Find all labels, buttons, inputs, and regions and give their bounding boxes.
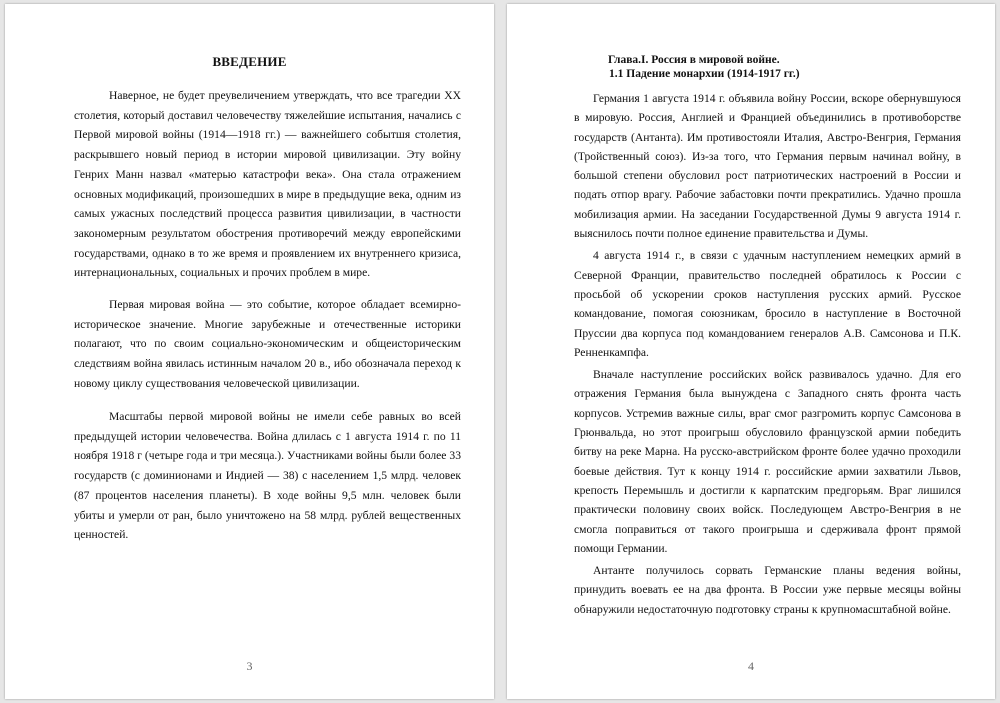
chapter-title: Глава.I. Россия в мировой войне. — [608, 54, 780, 66]
chapter-paragraph-2: 4 августа 1914 г., в связи с удачным наступлением немецких армий в Северной Франции, правительство последней обратилось к России с просьбой об ускорении сроков наступления русских армий. Русское командование, помогая союзникам, бросило в наступление в Восточной Пруссии два корпуса под командованием генералов А.В. Самсонова и П.К. Ренненкампфа. — [574, 249, 961, 359]
page-number: 4 — [748, 659, 754, 673]
chapter-paragraph-4: Антанте получилось сорвать Германские планы ведения войны, принудить воевать ее на два фронта. В России уже первые месяцы войны обнаружили недостаточную подготовку страны к крупномасштабной войне. — [574, 564, 961, 616]
page-title: ВВЕДЕНИЕ — [212, 54, 287, 69]
paragraph-text: Первая мировая война — это событие, которое обладает всемирно-историческое значение. Многие зарубежные и отечественные историки полагают, что по своим социально-экономическим и общеисторическим следствиям война явилась истинным началом 20 в., ибо обозначала переход к новому циклу существования человеческой цивилизации. — [74, 298, 461, 390]
section-title: 1.1 Падение монархии (1914-1917 гг.) — [609, 68, 800, 80]
document-page-right — [507, 4, 995, 699]
intro-paragraph-2 — [74, 295, 461, 394]
chapter-paragraph-3: Вначале наступление российских войск развивалось удачно. Для его отражения Германия была вынуждена с Западного снять фронта часть корпусов. Устремив важные силы, враг смог разгромить корпус Самсонова в Грюнвальда, но этот проигрыш обусловило французской армии победить битву на реке Марна. На русско-австрийском фронте более удачно проходили боевые действия. Тут к концу 1914 г. российские армии захватили Львов, крепость Перемышль и достигли к карпатским предгорьям. Враг лишился практически половину своих войск. Последующем Австро-Венгрия в не смогла поправиться от такого проигрыша и сдерживала фронт прямой помощи Германии. — [574, 368, 961, 555]
chapter-body — [574, 89, 961, 622]
paragraph-text: Наверное, не будет преувеличением утверждать, что все трагедии XX столетия, который доставил человечеству тяжелейшие испытания, начались с Первой мировой войны (1914—1918 гг.) — важнейшего событшя столетия, раскрывшего новый период в истории мировой цивилизации. Эту войну Генрих Манн назвал «матерью катастрофи века». Она стала отражением основных модификаций, произошедших в мире в предыдущие века, одним из самых ужасных последствий процесса развития цивилизации, в частности закономерным результатом обострения противоречий между европейскими государствами, однако в то же время и проявлением их внутреннего кризиса, интернациональных, социальных и прочих проблем в мире. — [74, 89, 461, 280]
intro-paragraph-3 — [74, 407, 461, 545]
intro-paragraph-1 — [74, 86, 461, 283]
paragraph-text: Масштабы первой мировой войны не имели себе равных во всей предыдущей истории человечества. Война длилась с 1 августа 1914 г. по 11 ноября 1918 г (четыре года и три месяца.). Участниками войны были более 33 государств (с доминионами и Индией — 38) с населением 1,5 млрд. человек (87 процентов населения планеты). В ходе войны 9,5 млн. человек были убиты и умерли от ран, было уничтожено на 58 млрд. рублей вещественных ценностей. — [74, 410, 461, 542]
page-number: 3 — [246, 659, 253, 673]
document-page-left — [5, 4, 494, 699]
chapter-heading — [608, 53, 800, 81]
chapter-paragraph-1: Германия 1 августа 1914 г. объявила войну России, вскоре обернувшуюся в мировую. Россия, Англией и Францией объединились в противоборстве государств (Антанта). Им противостояли Италия, Австро-Венгрия, Германия (Тройственный союз). Из-за того, что Германия первым начинал войну, в большой степени обусловил рост патриотических настроений в России и подать отпор врагу. Рабочие забастовки почти прекратились. Удачно прошла мобилизация армии. На заседании Государственной Думы 9 августа 1914 г. выяснилось почти полное единение правительства и Думы. — [574, 92, 961, 241]
